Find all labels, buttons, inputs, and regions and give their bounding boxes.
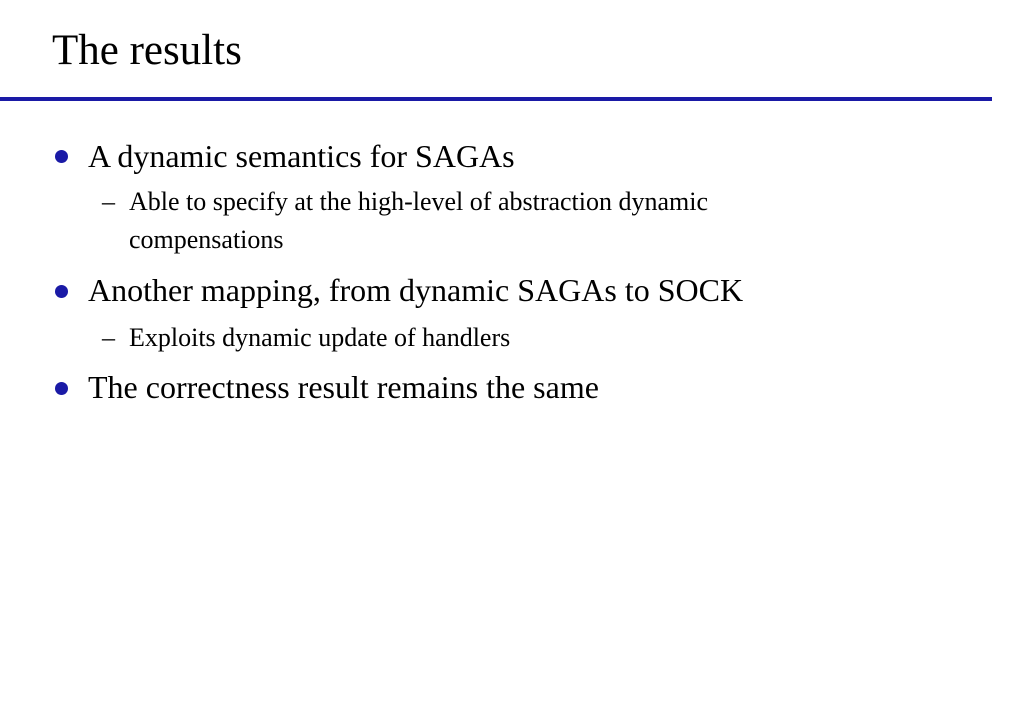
slide-title: The results [52, 27, 242, 74]
bullet-dot-icon [55, 285, 68, 298]
dash-icon: – [102, 323, 115, 352]
bullet-text: The correctness result remains the same [88, 369, 599, 405]
sub-bullet-text: Exploits dynamic update of handlers [129, 323, 511, 352]
dash-icon: – [102, 187, 115, 216]
bullet-text: Another mapping, from dynamic SAGAs to SOCK [88, 272, 744, 308]
bullet-dot-icon [55, 382, 68, 395]
bullet-dot-icon [55, 150, 68, 163]
sub-bullet-text: Able to specify at the high-level of abstraction dynamic compensations [129, 187, 709, 254]
bullet-text: A dynamic semantics for SAGAs [88, 138, 515, 174]
